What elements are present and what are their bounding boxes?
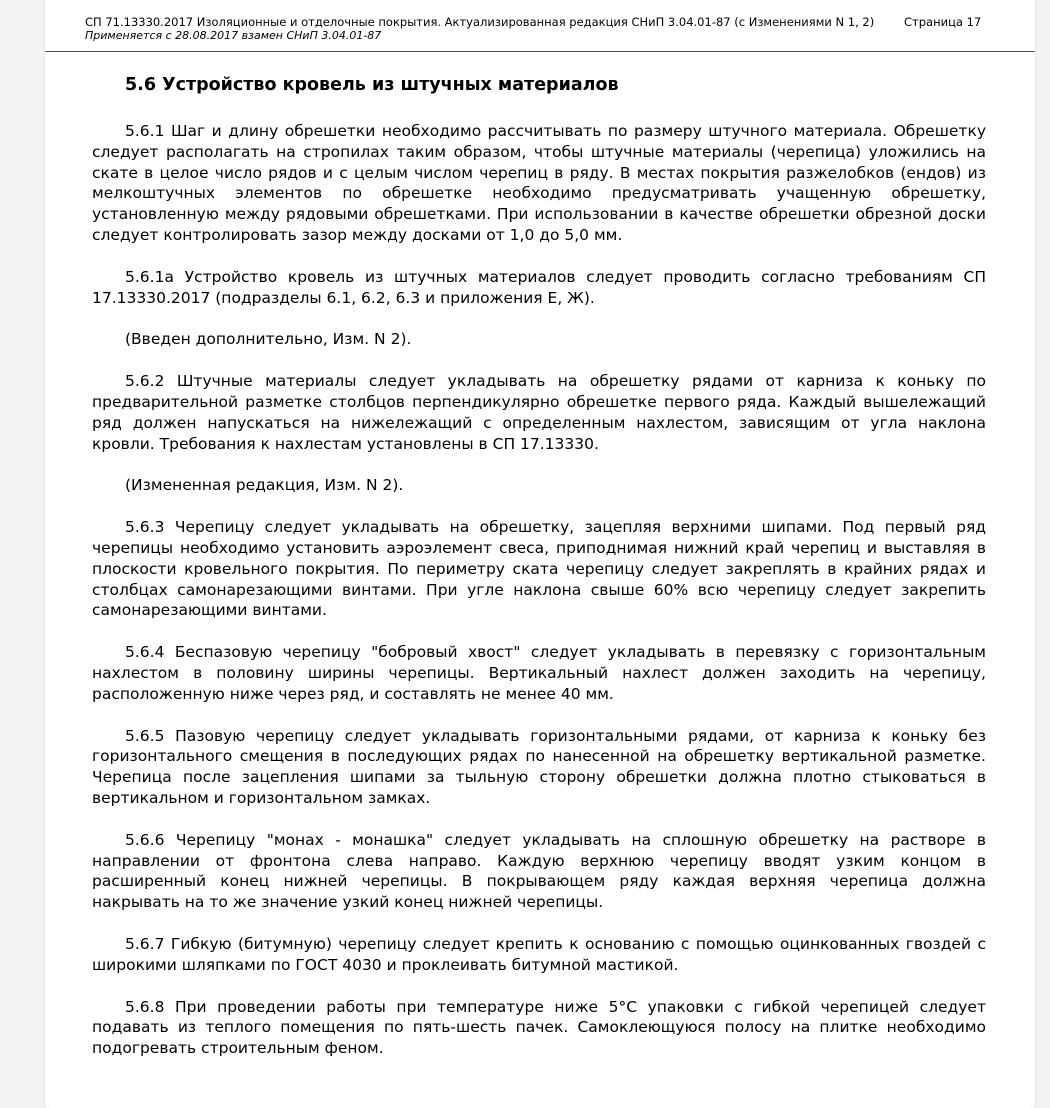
paragraph-5-6-7: 5.6.7 Гибкую (битумную) черепицу следует крепить к основанию с помощью оцинкованных гвоздей с широкими шляпками по ГОСТ 4030 и проклеивать битумной мастикой.: [92, 934, 986, 974]
section-title: 5.6 Устройство кровель из штучных материалов: [125, 75, 619, 95]
paragraph-5-6-1a: 5.6.1а Устройство кровель из штучных материалов следует проводить согласно требованиям СП 17.13330.2017 (подразделы 6.1, 6.2, 6.3 и приложения Е, Ж).: [92, 267, 986, 307]
document-page: [45, 0, 1035, 1108]
paragraph-5-6-3: 5.6.3 Черепицу следует укладывать на обрешетку, зацепляя верхними шипами. Под первый ряд черепицы необходимо установить аэроэлемент свеса, приподнимая нижний край черепиц и выставляя в плоскости кровельного покрытия. По периметру ската черепицу следует закреплять в крайних рядах и столбцах самонарезающими винтами. При угле наклона свыше 60% всю черепицу следует закрепить самонарезающими винтами.: [92, 518, 986, 620]
paragraph-5-6-4: 5.6.4 Беспазовую черепицу "бобровый хвост" следует укладывать в перевязку с горизонтальным нахлестом в половину ширины черепицы. Вертикальный нахлест должен заходить на черепицу, расположенную ниже через ряд, и составлять не менее 40 мм.: [92, 643, 986, 703]
document-body: [92, 121, 986, 1080]
paragraph-5-6-6: 5.6.6 Черепицу "монах - монашка" следует укладывать на сплошную обрешетку на растворе в направлении от фронтона слева направо. Каждую верхнюю черепицу вводят узким концом в расширенный конец нижней черепицы. В покрывающем ряду каждая верхняя черепица должна накрывать на то же значение узкий конец нижней черепицы.: [92, 830, 986, 912]
document-applied-note: Применяется с 28.08.2017 взамен СНиП 3.04.01-87: [85, 29, 382, 42]
amendment-note: (Измененная редакция, Изм. N 2).: [125, 476, 404, 495]
page-header: [45, 0, 1035, 52]
paragraph-5-6-5: 5.6.5 Пазовую черепицу следует укладывать горизонтальными рядами, от карниза к коньку без горизонтального смещения в последующих рядах по нанесенной на обрешетку вертикальной разметке. Черепица после зацепления шипами за тыльную сторону обрешетки должна плотно стыковаться в вертикальном и горизонтальном замках.: [92, 726, 986, 807]
document-title: СП 71.13330.2017 Изоляционные и отделочные покрытия. Актуализированная редакция СНиП 3.04.01-87 (с Изменениями N 1, 2): [85, 15, 875, 29]
amendment-note: (Введен дополнительно, Изм. N 2).: [125, 330, 412, 349]
paragraph-5-6-1: 5.6.1 Шаг и длину обрешетки необходимо рассчитывать по размеру штучного материала. Обрешетку следует располагать на стропилах таким образом, чтобы штучные материалы (черепица) уложились на скате в целое число рядов и с целым числом черепиц в ряду. В местах покрытия разжелобков (ендов) из мелкоштучных элементов по обрешетке необходимо предусматривать учащенную обрешетку, установленную между рядовыми обрешетками. При использовании в качестве обрешетки обрезной доски следует контролировать зазор между досками от 1,0 до 5,0 мм.: [92, 122, 986, 244]
paragraph-5-6-2: 5.6.2 Штучные материалы следует укладывать на обрешетку рядами от карниза к коньку по предварительной разметке столбцов перпендикулярно обрешетке первого ряда. Каждый вышележащий ряд должен напускаться на нижележащий с определенным нахлестом, зависящим от угла наклона кровли. Требования к нахлестам установлены в СП 17.13330.: [92, 372, 986, 453]
paragraph-5-6-8: 5.6.8 При проведении работы при температуре ниже 5°С упаковки с гибкой черепицей следует подавать из теплого помещения по пять-шесть пачек. Самоклеющуюся полосу на плитке необходимо подогревать строительным феном.: [92, 997, 986, 1058]
page-number: Страница 17: [904, 15, 982, 29]
